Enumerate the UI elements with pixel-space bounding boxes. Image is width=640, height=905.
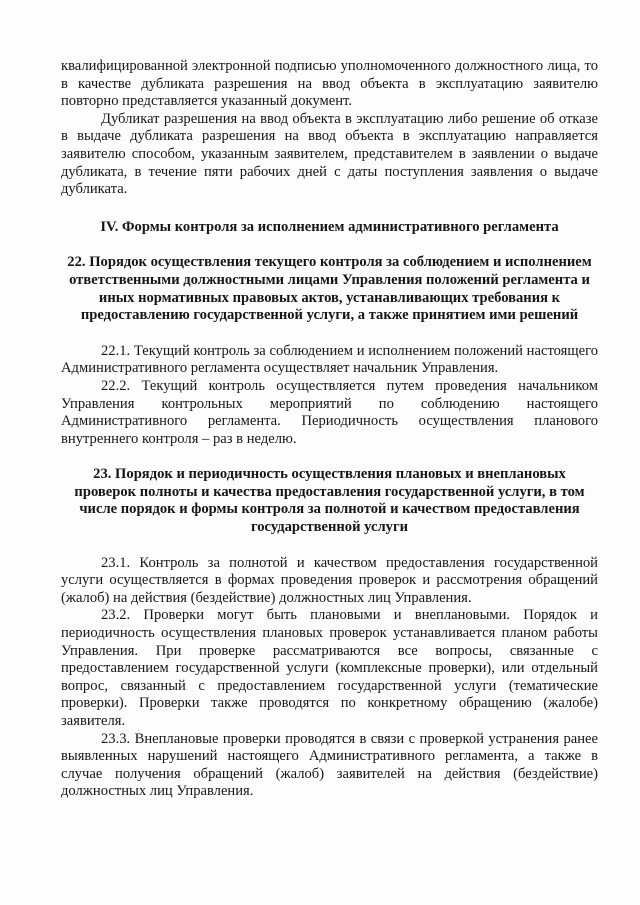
clause-23-1: 23.1. Контроль за полнотой и качеством предоставления государственной услуги осуществляется в формах проведения проверок и рассмотрения обращений (жалоб) на действия (бездействие) должностных лиц Управления. — [61, 554, 598, 606]
section-23-heading: 23. Порядок и периодичность осуществления плановых и внеплановых проверок полноты и качества предоставления государственной услуги, в том числе порядок и формы контроля за полнотой и качеством предоставления государственной услуги — [74, 466, 585, 536]
section-4-heading: IV. Формы контроля за исполнением административного регламента — [100, 218, 559, 235]
intro-paragraph-1: квалифицированной электронной подписью уполномоченного должностного лица, то в качестве дубликата разрешения на ввод объекта в эксплуатацию заявителю повторно представляется указанный документ. — [61, 58, 598, 110]
clause-23-2: 23.2. Проверки могут быть плановыми и внеплановыми. Порядок и периодичность осуществления плановых проверок устанавливается планом работы Управления. При проверке рассматриваются все вопросы, связанные с предоставлением государственной услуги (комплексные проверки), или отдельный вопрос, связанный с предоставлением государственной услуги (тематические проверки). Проверки также проводятся по конкретному обращению (жалобе) заявителя. — [61, 607, 598, 729]
clause-22-2: 22.2. Текущий контроль осуществляется путем проведения начальником Управления контрольных мероприятий по соблюдению настоящего Административного регламента. Периодичность осуществления планового внутреннего контроля – раз в неделю. — [61, 377, 598, 447]
intro-paragraph-2: Дубликат разрешения на ввод объекта в эксплуатацию либо решение об отказе в выдаче дубликата разрешения на ввод объекта в эксплуатацию направляется заявителю способом, указанным заявителем, представителем в заявлении о выдаче дубликата, в течение пяти рабочих дней с даты поступления заявления о выдаче дубликата. — [61, 110, 598, 198]
clause-23-3: 23.3. Внеплановые проверки проводятся в связи с проверкой устранения ранее выявленных нарушений настоящего Административного регламента, а также в случае получения обращений (жалоб) заявителей на действия (бездействие) должностных лиц Управления. — [61, 730, 598, 800]
section-22-heading: 22. Порядок осуществления текущего контроля за соблюдением и исполнением ответственными должностными лицами Управления положений регламента и иных нормативных правовых актов, устанавливающих требования к предоставлению государственной услуги, а также принятием ими решений — [67, 254, 592, 324]
clause-22-1: 22.1. Текущий контроль за соблюдением и исполнением положений настоящего Административного регламента осуществляет начальник Управления. — [61, 342, 598, 377]
